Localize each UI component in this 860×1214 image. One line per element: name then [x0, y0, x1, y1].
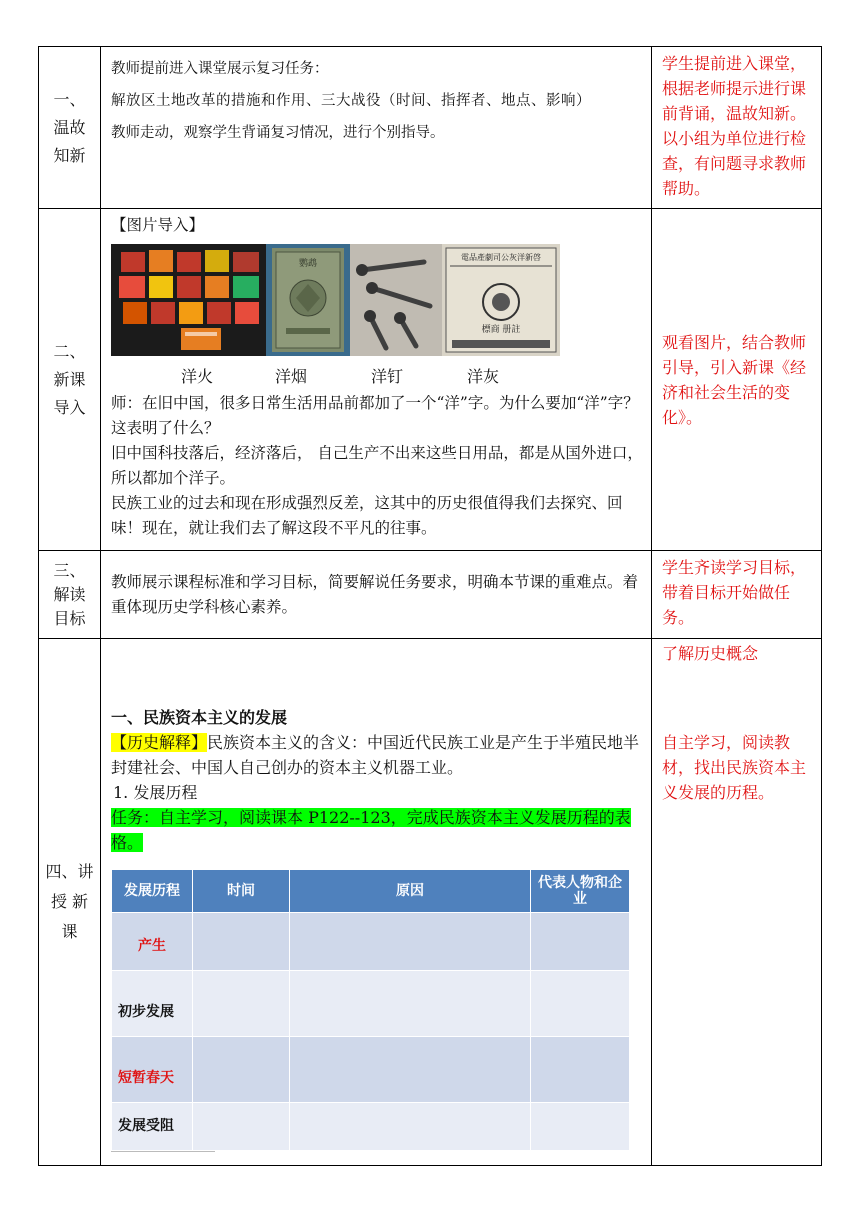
photo-caption: 洋烟	[275, 367, 308, 386]
stage-line: 知新	[53, 145, 86, 165]
stage-line: 新课	[53, 369, 86, 389]
row-review	[39, 47, 821, 209]
term-text: 民族资本主义的含义：中国近代民族工业是产生于半殖民地半封建社会、中国人自己创办的资本主义机器工业。	[111, 733, 640, 777]
term-tag: 【历史解释】	[111, 733, 208, 752]
cement-brand-text: 標商 册註	[481, 325, 521, 335]
stage-label: 发展受阻	[112, 1103, 193, 1151]
table-cell[interactable]	[290, 1103, 531, 1151]
table-header: 原因	[290, 870, 531, 913]
teacher-activity-cell	[101, 47, 652, 208]
table-cell[interactable]	[531, 1103, 630, 1151]
cigarette-pack-photo	[266, 244, 350, 356]
student-activity-cell: 学生齐读学习目标，带着目标开始做任务。	[662, 558, 807, 627]
stage-line: 导入	[53, 397, 86, 417]
student-activity-text: 观看图片，结合教师引导，引入新课《经济和社会生活的变化》。	[662, 332, 807, 427]
teacher-activity-cell	[101, 209, 652, 550]
activity-text: 师：在旧中国，很多日常生活用品前都加了一个“洋”字。为什么要加“洋”字？这表明了什么？	[111, 394, 639, 437]
table-cell[interactable]	[290, 1037, 531, 1103]
teacher-activity-cell	[101, 639, 652, 1165]
activity-text: 解放区土地改革的措施和作用、三大战役（时间、指挥者、地点、影响）	[111, 93, 591, 109]
stage-line: 三、	[53, 560, 86, 580]
term-paragraph	[111, 730, 643, 780]
student-activity-cell	[652, 639, 821, 1165]
stage-label: 短暂春天	[112, 1037, 193, 1103]
stage-line: 四、讲	[45, 862, 94, 881]
nails-photo	[350, 244, 442, 356]
stage-cell	[39, 47, 101, 208]
stage-line: 一、	[53, 89, 86, 109]
sub-heading: 1. 发展历程	[113, 783, 198, 802]
stage-line: 温故	[53, 117, 86, 137]
stage-line: 课	[61, 922, 78, 941]
stage-line: 二、	[53, 341, 86, 361]
table-cell[interactable]	[290, 913, 531, 971]
stage-label: 产生	[112, 913, 193, 971]
photo-strip	[111, 244, 643, 356]
student-activity-cell: 学生提前进入课堂，根据老师提示进行课前背诵，温故知新。以小组为单位进行检查，有问题寻求教师帮助。	[662, 54, 807, 198]
activity-text: 教师展示课程标准和学习目标，简要解说任务要求，明确本节课的重难点。着重体现历史学科核心素养。	[111, 572, 639, 616]
activity-text: 教师提前进入课堂展示复习任务：	[111, 61, 329, 77]
photo-caption: 洋灰	[467, 367, 500, 386]
student-activity-cell	[652, 209, 821, 550]
activity-text: 民族工业的过去和现在形成强烈反差，这其中的历史很值得我们去探究、回味！现在，就让我们去了解这段不平凡的往事。	[111, 494, 623, 537]
matchboxes-photo	[111, 244, 266, 356]
stage-cell	[39, 209, 101, 550]
row-intro	[39, 209, 821, 551]
stage-cell	[39, 639, 101, 1165]
photo-captions	[111, 364, 643, 389]
photo-caption: 洋火	[181, 367, 214, 386]
section-title: 一、民族资本主义的发展	[111, 708, 288, 727]
row-objectives	[39, 551, 821, 639]
table-header-row	[112, 870, 630, 913]
task-text: 任务：自主学习，阅读课本 P122--123，完成民族资本主义发展历程的表格。	[111, 808, 631, 852]
table-header: 时间	[193, 870, 290, 913]
table-row	[112, 1037, 630, 1103]
cement-label-photo	[442, 244, 560, 356]
table-cell[interactable]	[193, 971, 290, 1037]
table-row	[112, 913, 630, 971]
table-underline	[111, 1151, 215, 1152]
stage-line: 授 新	[50, 892, 89, 911]
stage-cell	[39, 551, 101, 638]
activity-text: 教师走动，观察学生背诵复习情况，进行个别指导。	[111, 125, 445, 141]
task-paragraph	[111, 805, 643, 855]
student-activity-text: 自主学习，阅读教材，找出民族资本主义发展的历程。	[662, 733, 807, 802]
row-new-lesson	[39, 639, 821, 1165]
picture-intro-heading: 【图片导入】	[111, 216, 205, 234]
photo-caption: 洋钉	[371, 367, 404, 386]
table-cell[interactable]	[531, 971, 630, 1037]
table-cell[interactable]	[193, 913, 290, 971]
stage-label: 初步发展	[112, 971, 193, 1037]
table-cell[interactable]	[531, 913, 630, 971]
development-table	[111, 869, 630, 1151]
table-cell[interactable]	[531, 1037, 630, 1103]
table-header: 发展历程	[112, 870, 193, 913]
stage-line: 目标	[53, 608, 86, 628]
table-cell[interactable]	[290, 971, 531, 1037]
table-cell[interactable]	[193, 1037, 290, 1103]
lesson-plan-table	[38, 46, 822, 1166]
activity-text: 旧中国科技落后，经济落后， 自己生产不出来这些日用品，都是从国外进口，所以都加个洋子。	[111, 444, 643, 487]
cement-header-text: 電品產劇司公灰洋新啓	[461, 253, 541, 262]
cigarette-brand-text: 鹦鹉	[298, 259, 318, 269]
stage-line: 解读	[53, 584, 86, 604]
table-row	[112, 971, 630, 1037]
student-activity-text: 了解历史概念	[662, 644, 759, 663]
table-row	[112, 1103, 630, 1151]
teacher-activity-cell	[101, 551, 652, 638]
table-cell[interactable]	[193, 1103, 290, 1151]
table-header: 代表人物和企业	[531, 870, 630, 913]
